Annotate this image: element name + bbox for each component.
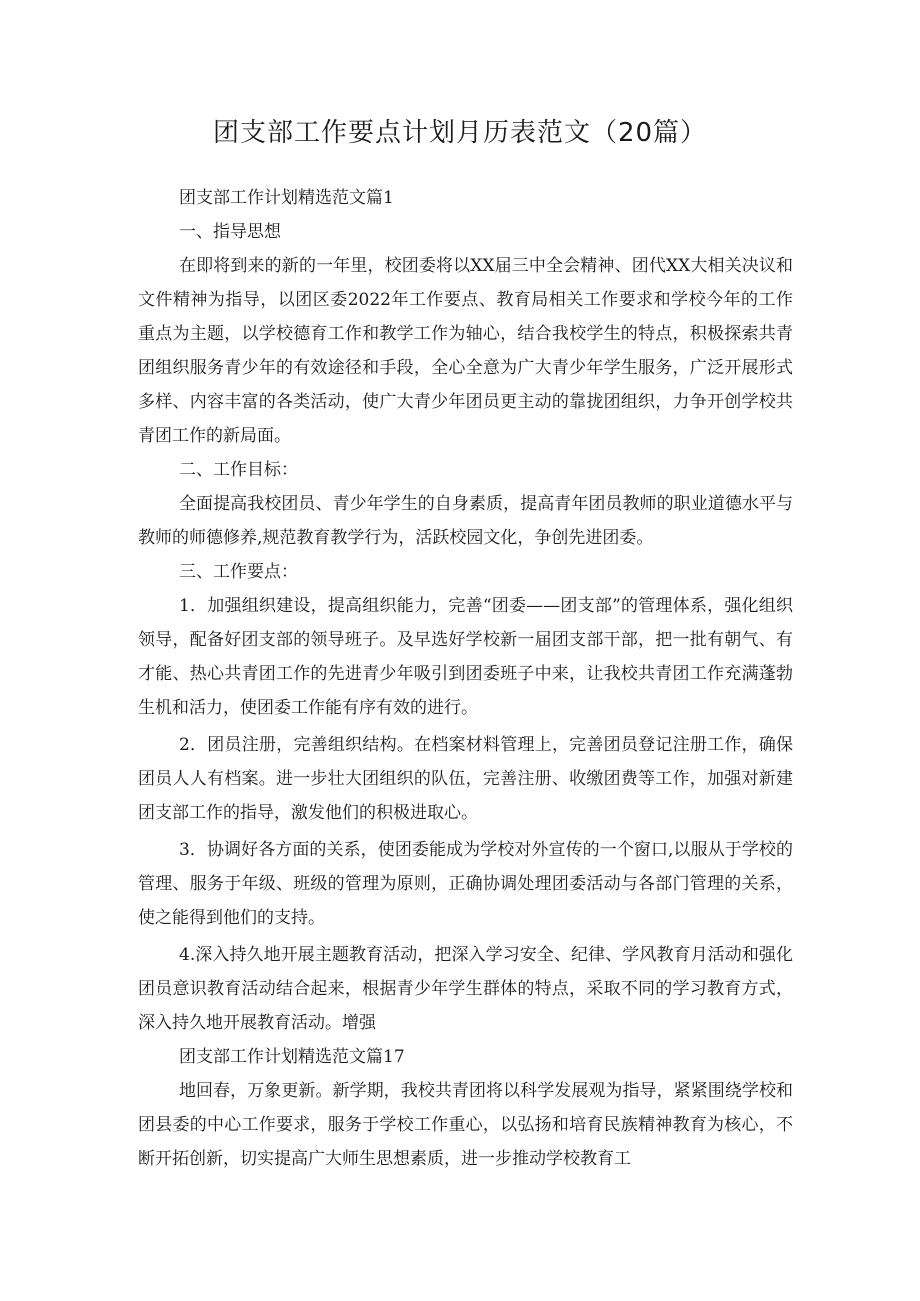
subheading-guiding-ideology: 一、指导思想	[179, 222, 281, 242]
document-body	[138, 181, 793, 1176]
list-item: 4.深入持久地开展主题教育活动，把深入学习安全、纪律、学风教育月活动和强化团员意识教育活动结合起来，根据青少年学生群体的特点，采取不同的学习教育方式，深入持久地开展教育活动。增强	[138, 945, 793, 1033]
document-title: 团支部工作要点计划月历表范文（20篇）	[212, 118, 708, 148]
body-paragraph: 在即将到来的新的一年里，校团委将以XX届三中全会精神、团代XX大相关决议和文件精神为指导，以团区委2022年工作要点、教育局相关工作要求和学校今年的工作重点为主题，以学校德育工作和教学工作为轴心，结合我校学生的特点，积极探索共青团组织服务青少年的有效途径和手段，全心全意为广大青少年学生服务，广泛开展形式多样、内容丰富的各类活动，使广大青少年团员更主动的靠拢团组织，力争开创学校共青团工作的新局面。	[138, 256, 793, 446]
subheading-work-points: 三、工作要点：	[179, 562, 298, 582]
body-paragraph: 地回春，万象更新。新学期，我校共青团将以科学发展观为指导，紧紧围绕学校和团县委的中心工作要求，服务于学校工作重心，以弘扬和培育民族精神教育为核心，不断开拓创新，切实提高广大师生思想素质，进一步推动学校教育工	[138, 1081, 793, 1169]
subheading-work-goals: 二、工作目标：	[179, 460, 298, 480]
list-item: 2．团员注册，完善组织结构。在档案材料管理上，完善团员登记注册工作，确保团员人人有档案。进一步壮大团组织的队伍，完善注册、收缴团费等工作，加强对新建团支部工作的指导，激发他们的积极进取心。	[138, 735, 793, 823]
list-item: 3．协调好各方面的关系，使团委能成为学校对外宣传的一个窗口,以服从于学校的管理、服务于年级、班级的管理为原则，正确协调处理团委活动与各部门管理的关系，使之能得到他们的支持。	[138, 840, 793, 928]
section-heading: 团支部工作计划精选范文篇17	[179, 1047, 405, 1067]
list-item: 1．加强组织建设，提高组织能力，完善“团委——团支部”的管理体系，强化组织领导，配备好团支部的领导班子。及早选好学校新一届团支部干部，把一批有朝气、有才能、热心共青团工作的先进青少年吸引到团委班子中来，让我校共青团工作充满蓬勃生机和活力，使团委工作能有序有效的进行。	[138, 596, 793, 718]
section-heading: 团支部工作计划精选范文篇1	[179, 188, 394, 208]
body-paragraph: 全面提高我校团员、青少年学生的自身素质，提高青年团员教师的职业道德水平与教师的师德修养,规范教育教学行为，活跃校园文化，争创先进团委。	[138, 494, 793, 548]
